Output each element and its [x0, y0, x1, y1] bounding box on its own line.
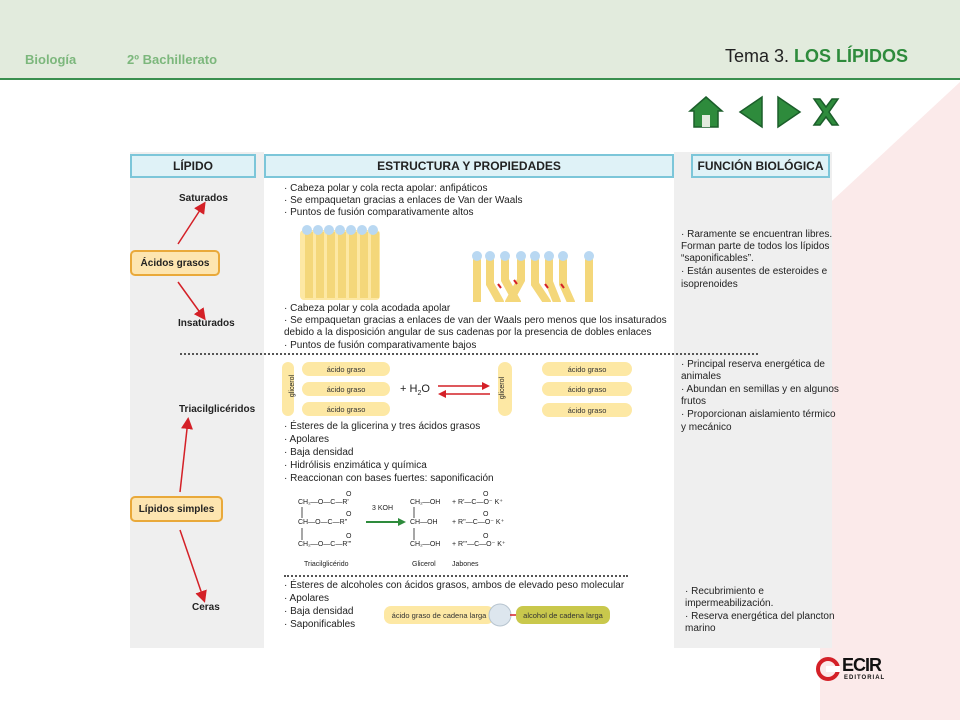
tema-name: LOS LÍPIDOS — [793, 46, 908, 66]
header-estructura: ESTRUCTURA Y PROPIEDADES — [264, 154, 674, 178]
next-button[interactable] — [770, 95, 806, 129]
label-triacilglicerido: Triacilglicérido — [304, 561, 349, 568]
wax-acid-segment: ácido graso de cadena larga — [384, 606, 494, 624]
function-line: impermeabilización. — [685, 598, 774, 609]
prop-line: · Se empaquetan gracias a enlaces de Van der Waals — [284, 195, 523, 206]
svg-text:O: O — [483, 491, 489, 498]
function-line: · Proporcionan aislamiento térmico — [681, 409, 836, 420]
svg-text:O: O — [346, 491, 352, 498]
hierarchy-arrows — [130, 190, 264, 620]
subject-label: Biología — [25, 52, 77, 67]
label-triacilgliceridos: Triacilglicéridos — [179, 404, 256, 415]
saturated-chains — [300, 225, 380, 300]
home-icon — [688, 95, 724, 129]
svg-text:CH₂—OH: CH₂—OH — [410, 541, 441, 548]
label-insaturados: Insaturados — [178, 318, 235, 329]
label-ceras: Ceras — [192, 602, 220, 613]
water-label — [400, 383, 430, 400]
prop-line: · Cabeza polar y cola recta apolar: anfipáticos — [284, 183, 488, 194]
svg-text:CH₂—O—C—R': CH₂—O—C—R' — [298, 499, 349, 506]
koh-arrow — [366, 505, 406, 526]
wax-alcohol-segment: alcohol de cadena larga — [516, 606, 610, 624]
svg-text:O: O — [483, 511, 489, 518]
header-lipido: LÍPIDO — [130, 154, 256, 178]
prop-line: · Apolares — [284, 434, 330, 445]
close-x-icon — [808, 95, 844, 129]
triangle-right-icon — [770, 95, 806, 129]
function-line: · Raramente se encuentran libres. — [681, 229, 833, 240]
label-jabones: Jabones — [452, 561, 479, 568]
acid-pill: ácido graso — [542, 362, 632, 376]
water-h: + H — [400, 383, 418, 395]
unsaturated-chains — [477, 260, 589, 302]
triglyceride-formula — [298, 491, 352, 548]
polar-heads — [472, 251, 594, 261]
fatty-acid-illustration — [295, 222, 605, 302]
function-line: Forman parte de todos los lípidos — [681, 241, 830, 252]
prop-line: debido a la disposición angular de sus cadenas por la presencia de dobles enlaces — [284, 327, 652, 338]
logo-name: ECIR — [842, 655, 882, 675]
label-lipidos-simples: Lípidos simples — [130, 496, 223, 522]
triangle-left-icon — [734, 95, 770, 129]
svg-text:CH—OH: CH—OH — [410, 519, 438, 526]
saponification-scheme — [292, 488, 542, 570]
prop-line: · Puntos de fusión comparativamente bajos — [284, 340, 477, 351]
function-line: “saponificables”. — [681, 253, 754, 264]
equilibrium-arrows — [436, 380, 492, 400]
svg-text:CH₂—OH: CH₂—OH — [410, 499, 441, 506]
acid-pill: ácido graso — [302, 402, 390, 416]
soap-formula — [452, 491, 506, 548]
acid-pill: ácido graso — [302, 382, 390, 396]
prop-line: · Saponificables — [284, 619, 356, 630]
separator — [284, 575, 628, 577]
acid-pill: ácido graso — [302, 362, 390, 376]
water-sub: 2 — [417, 390, 422, 398]
logo-mark-icon — [816, 657, 840, 681]
svg-text:CH₂—O—C—R''': CH₂—O—C—R''' — [298, 541, 352, 548]
label-acidos-grasos: Ácidos grasos — [130, 250, 220, 276]
course-label: 2º Bachillerato — [127, 52, 218, 67]
water-o: O — [421, 383, 430, 395]
function-line: y mecánico — [681, 422, 732, 433]
function-line: · Reserva energética del plancton — [685, 611, 835, 622]
prop-line: · Se empaquetan gracias a enlaces de van der Waals pero menos que los insaturados — [284, 315, 667, 326]
tema-prefix: Tema 3. — [724, 46, 794, 66]
glicerol-label-right: glicerol — [499, 376, 507, 400]
publisher-logo — [816, 655, 900, 685]
prev-button[interactable] — [734, 95, 770, 129]
prop-line: · Apolares — [284, 593, 330, 604]
function-line: · Están ausentes de esteroides e — [681, 266, 828, 277]
tema-title — [725, 46, 908, 67]
acid-pill: ácido graso — [542, 403, 632, 417]
function-line: · Abundan en semillas y en algunos — [681, 384, 839, 395]
separator — [180, 353, 758, 355]
function-line: marino — [685, 623, 716, 634]
logo-sub: EDITORIAL — [844, 675, 886, 681]
prop-line: · Ésteres de alcoholes con ácidos grasos, ambos de elevado peso molecular — [284, 580, 625, 591]
prop-line: · Ésteres de la glicerina y tres ácidos grasos — [284, 421, 481, 432]
function-line: animales — [681, 371, 722, 382]
prop-line: · Reaccionan con bases fuertes: saponificación — [284, 473, 494, 484]
decorative-shape — [820, 82, 960, 720]
function-line: · Recubrimiento e — [685, 586, 764, 597]
svg-text:+ R'''—C—O⁻ K⁺: + R'''—C—O⁻ K⁺ — [452, 541, 506, 548]
svg-text:CH—O—C—R'': CH—O—C—R'' — [298, 519, 348, 526]
function-line: · Principal reserva energética de — [681, 359, 825, 370]
glycerol-formula — [410, 499, 440, 548]
label-glicerol: Glicerol — [412, 561, 436, 568]
svg-text:+ R''—C—O⁻ K⁺: + R''—C—O⁻ K⁺ — [452, 519, 505, 526]
function-line: frutos — [681, 396, 707, 407]
close-button[interactable] — [808, 95, 844, 129]
svg-text:O: O — [483, 533, 489, 540]
header-funcion: FUNCIÓN BIOLÓGICA — [691, 154, 830, 178]
home-button[interactable] — [688, 95, 724, 129]
prop-line: · Hidrólisis enzimática y química — [284, 460, 427, 471]
acid-pill: ácido graso — [542, 382, 632, 396]
wax-ester-link — [488, 602, 516, 628]
prop-line: · Baja densidad — [284, 447, 354, 458]
prop-line: · Baja densidad — [284, 606, 354, 617]
glicerol-label-left: glicerol — [289, 374, 297, 398]
svg-text:O: O — [346, 533, 352, 540]
prop-line: · Cabeza polar y cola acodada apolar — [284, 303, 451, 314]
koh-label: 3 KOH — [372, 505, 394, 512]
svg-text:O: O — [346, 511, 352, 518]
svg-text:+ R'—C—O⁻ K⁺: + R'—C—O⁻ K⁺ — [452, 499, 503, 506]
header-bar — [0, 0, 960, 80]
label-saturados: Saturados — [179, 193, 228, 204]
prop-line: · Puntos de fusión comparativamente altos — [284, 207, 474, 218]
function-line: isoprenoides — [681, 279, 738, 290]
